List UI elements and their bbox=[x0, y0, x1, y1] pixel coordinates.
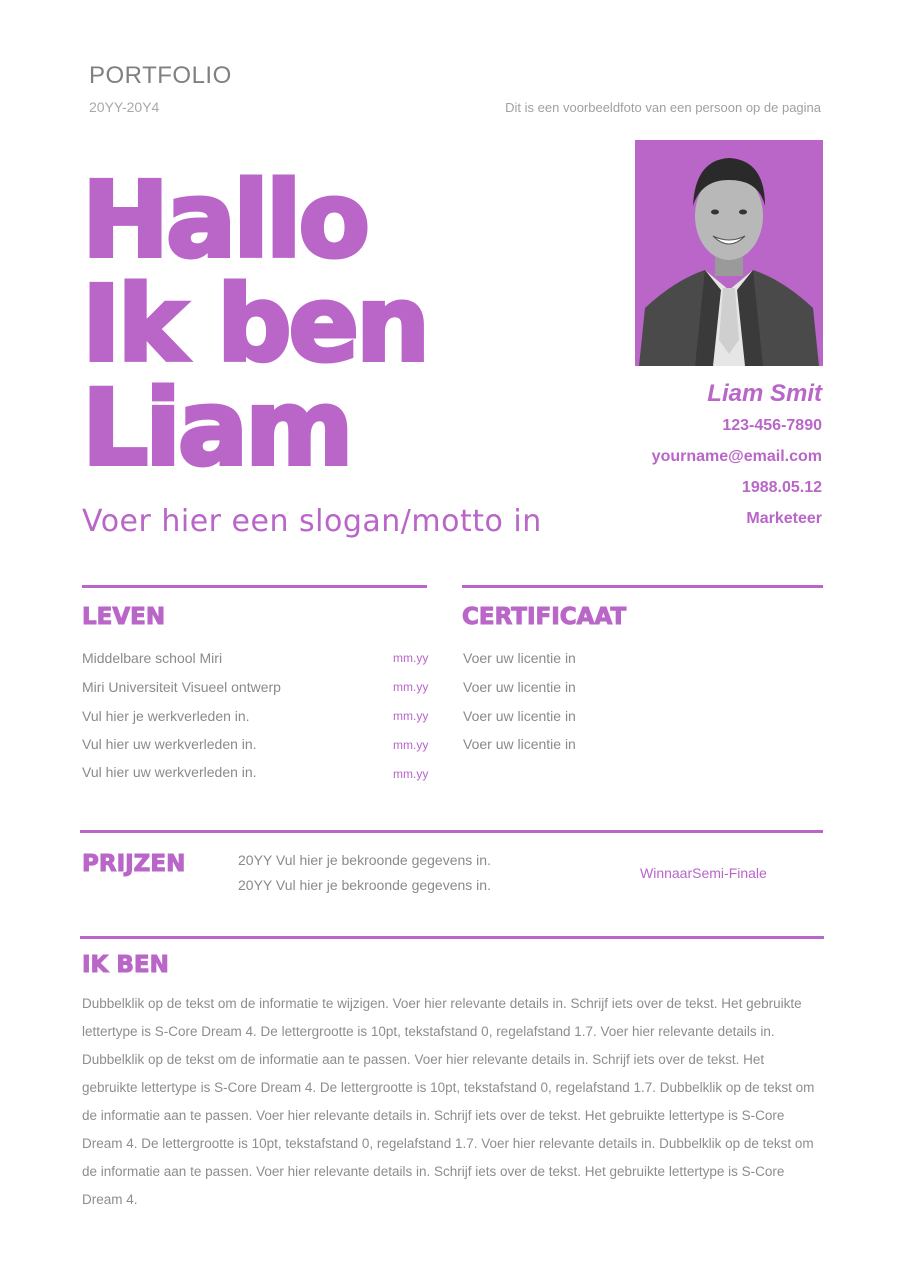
profile-phone: 123-456-7890 bbox=[722, 417, 822, 434]
profile-name: Liam Smit bbox=[707, 380, 822, 407]
profile-birthdate: 1988.05.12 bbox=[741, 479, 822, 496]
hero-line-2: Ik ben bbox=[82, 263, 428, 385]
hero-line-3: Liam bbox=[82, 367, 351, 489]
ikben-paragraph: Dubbelklik op de tekst om de informatie te wijzigen. Voer hier relevante details in. Schrijf iets over de tekst. Het gebruikte lettertype is S-Core Dream 4. De lettergrootte is 10pt, tekstafstand 0, regelafstand 1.7. Voer hier relevante details in. Dubbelklik op de tekst om de informatie aan te passen. Voer hier relevante details in. Schrijf iets over de tekst. Het gebruikte lettertype is S-Core Dream 4. De lettergrootte is 10pt, tekstafstand 0, regelafstand 1.7. Dubbelklik op de tekst om de informatie aan te passen. Voer hier relevante details in. Schrijf iets over de tekst. Het gebruikte lettertype is S-Core Dream 4. De lettergrootte is 10pt, tekstafstand 0, regelafstand 1.7. Voer hier relevante details in. Dubbelklik op de tekst om de informatie aan te passen. Voer hier relevante details in. Schrijf iets over de tekst. Het gebruikte lettertype is S-Core Dream 4. bbox=[82, 996, 815, 1207]
leven-item-4: Vul hier uw werkverleden in. bbox=[82, 736, 257, 752]
leven-date-1: mm.yy bbox=[393, 651, 429, 665]
certificaat-item-3: Voer uw licentie in bbox=[463, 708, 576, 724]
certificaat-item-1: Voer uw licentie in bbox=[463, 650, 576, 666]
ikben-title: IK BEN bbox=[82, 952, 169, 978]
certificaat-title: CERTIFICAAT bbox=[462, 604, 627, 630]
leven-date-4: mm.yy bbox=[393, 738, 429, 752]
certificaat-item-4: Voer uw licentie in bbox=[463, 736, 576, 752]
leven-title: LEVEN bbox=[82, 604, 166, 630]
portfolio-label: PORTFOLIO bbox=[89, 62, 232, 89]
leven-date-2: mm.yy bbox=[393, 680, 429, 694]
certificaat-divider bbox=[462, 585, 823, 588]
profile-photo bbox=[635, 140, 823, 366]
hero-line-1: Hallo bbox=[82, 159, 367, 281]
years-range: 20YY-20Y4 bbox=[89, 99, 160, 115]
prijzen-award: WinnaarSemi-Finale bbox=[640, 865, 767, 881]
profile-email: yourname@email.com bbox=[651, 448, 822, 465]
prijzen-item-1: 20YY Vul hier je bekroonde gegevens in. bbox=[238, 852, 491, 868]
leven-item-1: Middelbare school Miri bbox=[82, 650, 223, 666]
certificaat-item-2: Voer uw licentie in bbox=[463, 679, 576, 695]
prijzen-divider bbox=[80, 830, 823, 833]
person-photo-icon bbox=[635, 140, 823, 366]
profile-job: Marketeer bbox=[746, 510, 822, 527]
photo-caption: Dit is een voorbeeldfoto van een persoon op de pagina bbox=[505, 100, 821, 115]
leven-item-2: Miri Universiteit Visueel ontwerp bbox=[82, 679, 281, 695]
prijzen-title: PRIJZEN bbox=[82, 851, 186, 877]
leven-item-3: Vul hier je werkverleden in. bbox=[82, 708, 250, 724]
slogan: Voer hier een slogan/motto in bbox=[82, 504, 542, 539]
leven-date-5: mm.yy bbox=[393, 767, 429, 781]
leven-divider bbox=[82, 585, 427, 588]
prijzen-item-2: 20YY Vul hier je bekroonde gegevens in. bbox=[238, 877, 491, 893]
ikben-divider bbox=[80, 936, 824, 939]
leven-date-3: mm.yy bbox=[393, 709, 429, 723]
leven-item-5: Vul hier uw werkverleden in. bbox=[82, 764, 257, 780]
hero-heading bbox=[82, 159, 562, 489]
